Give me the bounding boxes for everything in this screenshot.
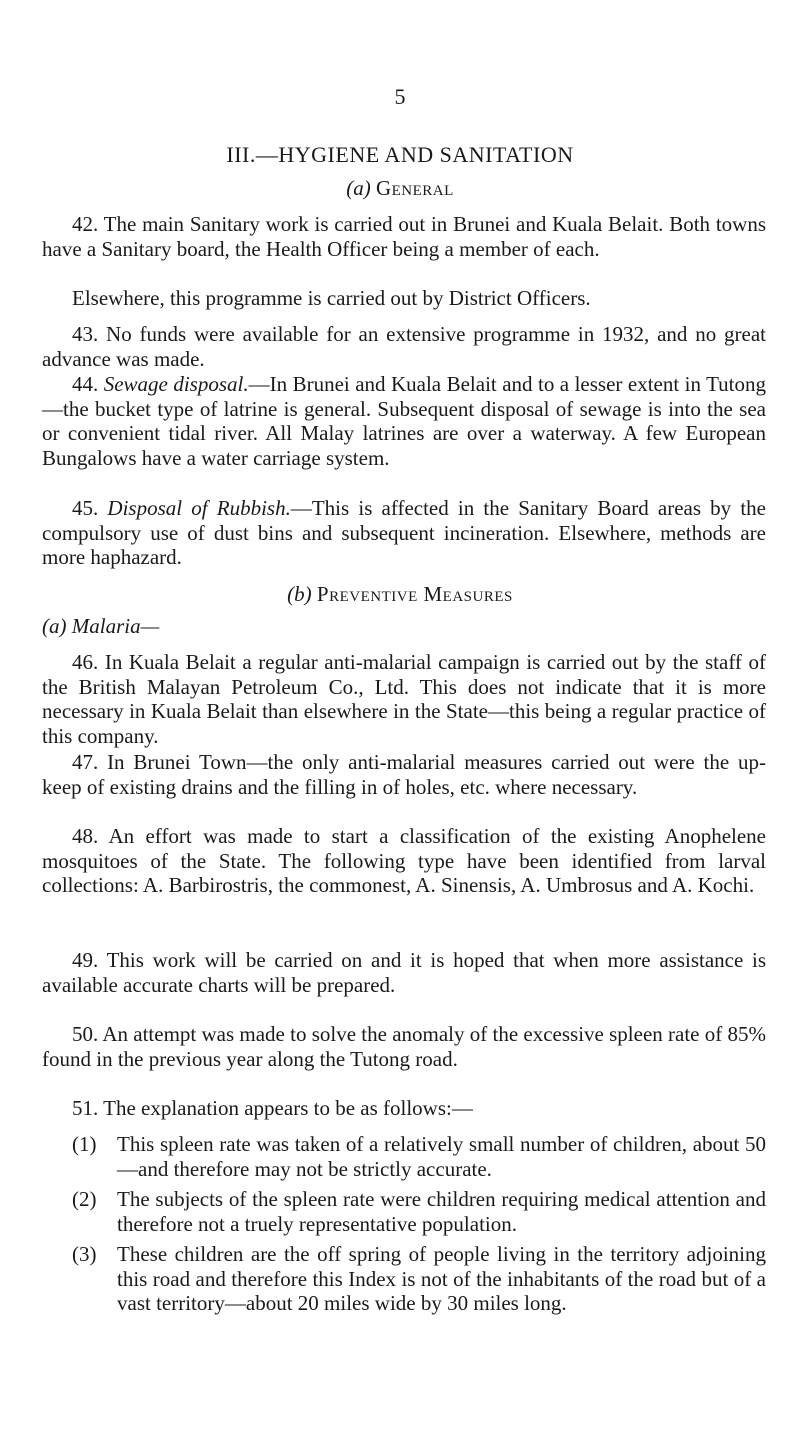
list-item: [72, 1242, 766, 1316]
list-item: [72, 1187, 766, 1236]
subheading-letter: (b): [287, 582, 312, 606]
page-number: 5: [394, 84, 406, 109]
paragraph-number: 44.: [72, 372, 99, 396]
paragraph-45: [42, 496, 766, 570]
paragraph-text: —In Brunei and Kuala Belait and to a lesser extent in Tutong—the bucket type of latrine is general. Subsequent disposal of sewage is into the sea or convenient tidal river. All Malay latrines are over a waterway. A few European Bungalows have a water carriage system.: [42, 372, 766, 470]
section-title: III.—HYGIENE AND SANITATION: [226, 142, 574, 167]
subheading-name: Preventive Measures: [316, 582, 513, 606]
paragraph-42: 42. The main Sanitary work is carried out in Brunei and Kuala Belait. Both towns have a Sanitary board, the Health Officer being a member of each.: [42, 212, 766, 261]
item-number: (1): [72, 1132, 97, 1156]
paragraph-43: 43. No funds were available for an extensive programme in 1932, and no great advance was made.: [42, 322, 766, 371]
paragraph-49: 49. This work will be carried on and it is hoped that when more assistance is available accurate charts will be prepared.: [42, 948, 766, 997]
paragraph-text: —This is affected in the Sanitary Board areas by the compulsory use of dust bins and subsequent incineration. Elsewhere, methods are more haphazard.: [42, 496, 766, 569]
paragraph-48: 48. An effort was made to start a classification of the existing Anophelene mosquitoes of the State. The following type have been identified from larval collections: A. Barbirostris, the commonest, A. Sinensis, A. Umbrosus and A. Kochi.: [42, 824, 766, 897]
paragraph-46: 46. In Kuala Belait a regular anti-malarial campaign is carried out by the staff of the British Malayan Petroleum Co., Ltd. This does not indicate that it is more necessary in Kuala Belait than elsewhere in the State—this being a regular practice of this company.: [42, 650, 766, 748]
paragraph-44: [42, 372, 766, 470]
item-text: This spleen rate was taken of a relatively small number of children, about 50—and therefore may not be strictly accurate.: [117, 1132, 766, 1181]
paragraph-51: 51. The explanation appears to be as follows:—: [72, 1096, 473, 1120]
paragraph-42-continued: Elsewhere, this programme is carried out by District Officers.: [72, 286, 591, 310]
item-text: The subjects of the spleen rate were children requiring medical attention and therefore not a truely representative population.: [117, 1187, 766, 1236]
explanation-list: [72, 1132, 766, 1322]
paragraph-50: 50. An attempt was made to solve the anomaly of the excessive spleen rate of 85% found in the previous year along the Tutong road.: [42, 1022, 766, 1071]
subheading-preventive: [0, 582, 800, 607]
paragraph-label: Disposal of Rubbish.: [107, 496, 291, 520]
paragraph-label: Sewage disposal.: [103, 372, 249, 396]
subheading-general: [0, 176, 800, 201]
item-number: (2): [72, 1187, 97, 1211]
subheading-letter: (a): [346, 176, 371, 200]
subheading-name: General: [375, 176, 454, 200]
paragraph-number: 45.: [72, 496, 99, 520]
item-text: These children are the off spring of people living in the territory adjoining this road and therefore this Index is not of the inhabitants of the road but of a vast territory—about 20 miles wide by 30 miles long.: [117, 1242, 766, 1315]
list-item: [72, 1132, 766, 1181]
paragraph-47: 47. In Brunei Town—the only anti-malarial measures carried out were the up-keep of existing drains and the filling in of holes, etc. where necessary.: [42, 750, 766, 799]
item-number: (3): [72, 1242, 97, 1266]
malaria-heading: (a) Malaria—: [42, 614, 160, 638]
